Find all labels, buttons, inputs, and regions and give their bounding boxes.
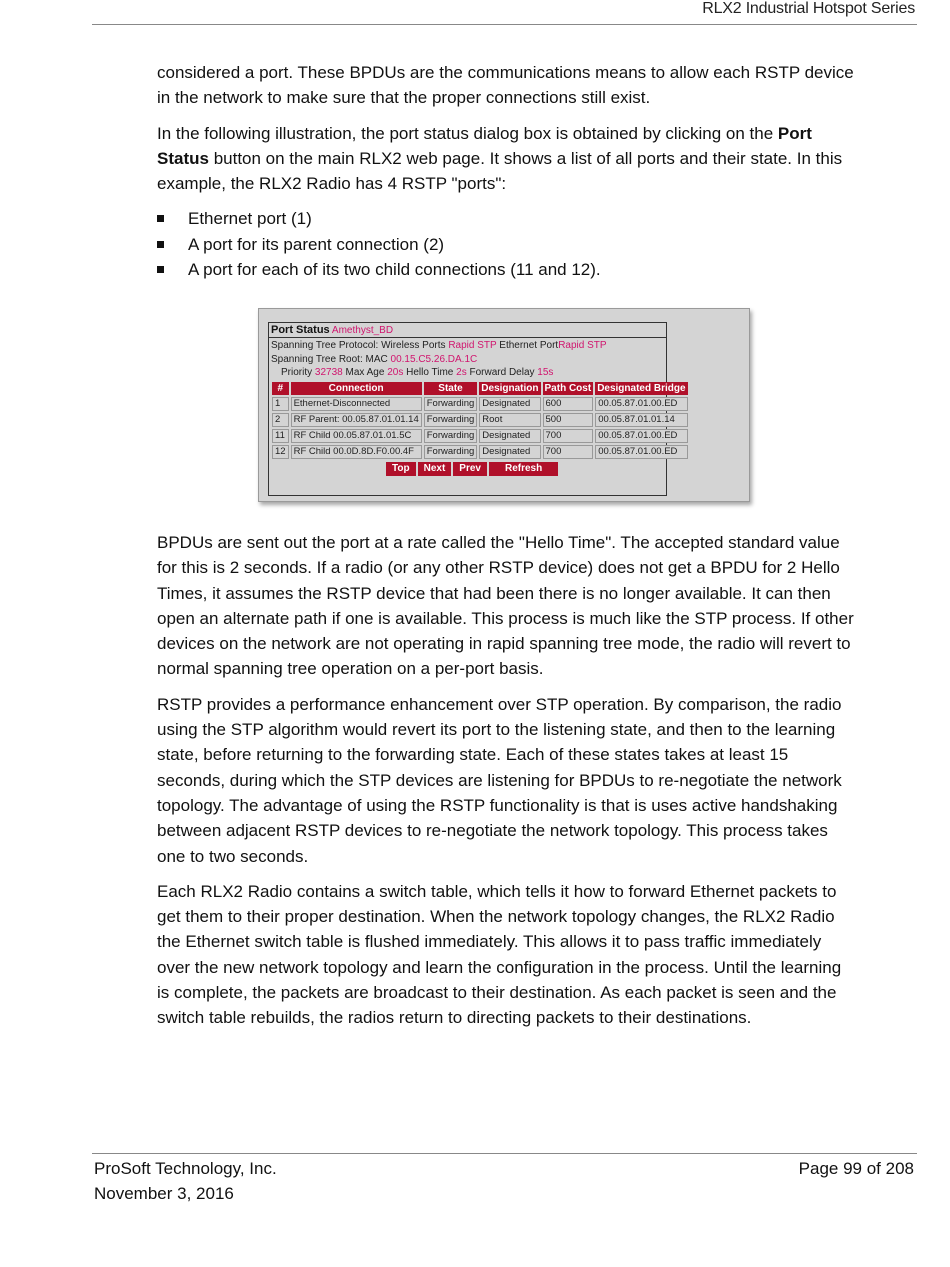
panel-title-bar bbox=[269, 323, 666, 338]
column-header: Connection bbox=[291, 382, 422, 395]
table-row bbox=[272, 413, 688, 427]
table-cell: 1 bbox=[272, 397, 289, 411]
column-header: State bbox=[424, 382, 478, 395]
table-cell: 600 bbox=[543, 397, 594, 411]
port-list bbox=[157, 206, 857, 282]
footer-left bbox=[94, 1156, 277, 1207]
table-row bbox=[272, 429, 688, 443]
device-name: Amethyst_BD bbox=[331, 325, 394, 336]
stp-line bbox=[271, 339, 664, 353]
table-cell: 700 bbox=[543, 445, 594, 459]
list-item: Ethernet port (1) bbox=[157, 206, 857, 231]
priority-label: Priority bbox=[281, 367, 313, 378]
body-paragraph-3: Each RLX2 Radio contains a switch table, which tells it how to forward Ethernet packets to get them to their proper destination. When the network topology changes, the RLX2 Radio the Ethernet switch table is flushed immediately. This allows it to pass traffic immediately over the new network topology and learn the configuration in the process. Until the learning is complete, the packets are broadcast to their destination. As each packet is seen and the switch table rebuilds, the radios return to directing packets to their destinations. bbox=[157, 881, 842, 1028]
page-header bbox=[92, 0, 917, 25]
footer-page-number: Page 99 of 208 bbox=[798, 1159, 914, 1178]
footer-date: November 3, 2016 bbox=[94, 1184, 234, 1204]
prev-button[interactable]: Prev bbox=[453, 462, 487, 476]
table-cell: Forwarding bbox=[424, 429, 478, 443]
body-paragraph-1: BPDUs are sent out the port at a rate called the "Hello Time". The accepted standard value for this is 2 seconds. If a radio (or any other RSTP device) does not get a BPDU for 2 Hello Times, it assumes the RSTP device that had been there is no longer available. It can then open an alternate path if one is available. This process is much like the STP process. If other devices on the network are not operating in rapid spanning tree mode, the radio will revert to normal spanning tree operation on a per-port basis. bbox=[157, 533, 854, 679]
table-cell: Forwarding bbox=[424, 397, 478, 411]
top-button[interactable]: Top bbox=[386, 462, 416, 476]
column-header: # bbox=[272, 382, 289, 395]
list-item: A port for each of its two child connections (11 and 12). bbox=[157, 257, 857, 282]
intro-p2-start: In the following illustration, the port status dialog box is obtained by clicking on the bbox=[157, 123, 778, 143]
root-line bbox=[271, 353, 664, 367]
header-title: RLX2 Industrial Hotspot Series bbox=[702, 0, 915, 17]
table-cell: Forwarding bbox=[424, 445, 478, 459]
table-cell: RF Child 00.0D.8D.F0.00.4F bbox=[291, 445, 422, 459]
spanning-tree-info bbox=[269, 338, 666, 380]
table-row bbox=[272, 397, 688, 411]
table-cell: Designated bbox=[479, 429, 540, 443]
table-cell: 12 bbox=[272, 445, 289, 459]
table-cell: 00.05.87.01.01.14 bbox=[595, 413, 687, 427]
intro-p2-end: button on the main RLX2 web page. It shows a list of all ports and their state. In this example, the RLX2 Radio has 4 RSTP "ports": bbox=[157, 148, 843, 194]
table-cell: 700 bbox=[543, 429, 594, 443]
port-status-bold: Port Status bbox=[157, 123, 812, 168]
column-header: Designated Bridge bbox=[597, 382, 686, 394]
eth-label: Ethernet Port bbox=[499, 340, 559, 351]
table-cell: 00.05.87.01.00.ED bbox=[595, 429, 687, 443]
table-cell: 11 bbox=[272, 429, 289, 443]
maxage-label: Max Age bbox=[345, 367, 385, 378]
root-label: Spanning Tree Root: MAC bbox=[271, 353, 388, 365]
maxage-value: 20s bbox=[387, 367, 404, 378]
ports-table bbox=[270, 380, 690, 461]
eth-value: Rapid STP bbox=[558, 340, 607, 351]
intro-section bbox=[157, 60, 857, 282]
list-item: A port for its parent connection (2) bbox=[157, 232, 857, 257]
table-cell: Designated bbox=[479, 397, 540, 411]
stp-value: Rapid STP bbox=[448, 340, 497, 351]
fwd-label: Forward Delay bbox=[469, 367, 535, 378]
table-cell: 2 bbox=[272, 413, 289, 427]
fwd-value: 15s bbox=[537, 367, 554, 378]
page-footer bbox=[92, 1153, 917, 1204]
table-cell: Designated bbox=[479, 445, 540, 459]
table-cell: RF Child 00.05.87.01.01.5C bbox=[291, 429, 422, 443]
table-cell: 500 bbox=[543, 413, 594, 427]
body-paragraph-2: RSTP provides a performance enhancement over STP operation. By comparison, the radio using the STP algorithm would revert its port to the listening state, and then to the learning state, before returning to the forwarding state. Each of these states takes at least 15 seconds, during which the STP devices are listening for BPDUs to re-negotiate the network topology. The advantage of using the RSTP functionality is that is uses active handshaking between adjacent RSTP devices to re-negotiate the network topology. This process takes one to two seconds. bbox=[157, 694, 842, 866]
root-value: 00.15.C5.26.DA.1C bbox=[390, 353, 478, 365]
stp-label: Spanning Tree Protocol: Wireless Ports bbox=[271, 340, 446, 351]
port-status-panel bbox=[268, 322, 686, 496]
refresh-button[interactable]: Refresh bbox=[489, 462, 558, 476]
hello-value: 2s bbox=[456, 367, 467, 378]
priority-value: 32738 bbox=[314, 367, 343, 378]
timing-line bbox=[271, 366, 664, 380]
hello-label: Hello Time bbox=[406, 367, 454, 378]
next-button[interactable]: Next bbox=[418, 462, 452, 476]
panel-title: Port Status bbox=[271, 324, 330, 336]
port-status-figure bbox=[258, 308, 750, 502]
table-header-row bbox=[272, 382, 688, 395]
table-cell: Ethernet-Disconnected bbox=[291, 397, 422, 411]
intro-paragraph-2 bbox=[157, 121, 857, 197]
table-cell: Root bbox=[479, 413, 540, 427]
table-cell: 00.05.87.01.00.ED bbox=[595, 445, 687, 459]
footer-company: ProSoft Technology, Inc. bbox=[94, 1159, 277, 1178]
nav-buttons bbox=[386, 462, 558, 476]
table-cell: RF Parent: 00.05.87.01.01.14 bbox=[291, 413, 422, 427]
table-cell: 00.05.87.01.00.ED bbox=[595, 397, 687, 411]
column-header: Path Cost bbox=[544, 382, 592, 394]
table-row bbox=[272, 445, 688, 459]
intro-paragraph-1: considered a port. These BPDUs are the communications means to allow each RSTP device in the network to make sure that the proper connections still exist. bbox=[157, 63, 854, 108]
table-cell: Forwarding bbox=[424, 413, 478, 427]
column-header: Designation bbox=[481, 382, 539, 394]
body-section bbox=[157, 530, 857, 1041]
